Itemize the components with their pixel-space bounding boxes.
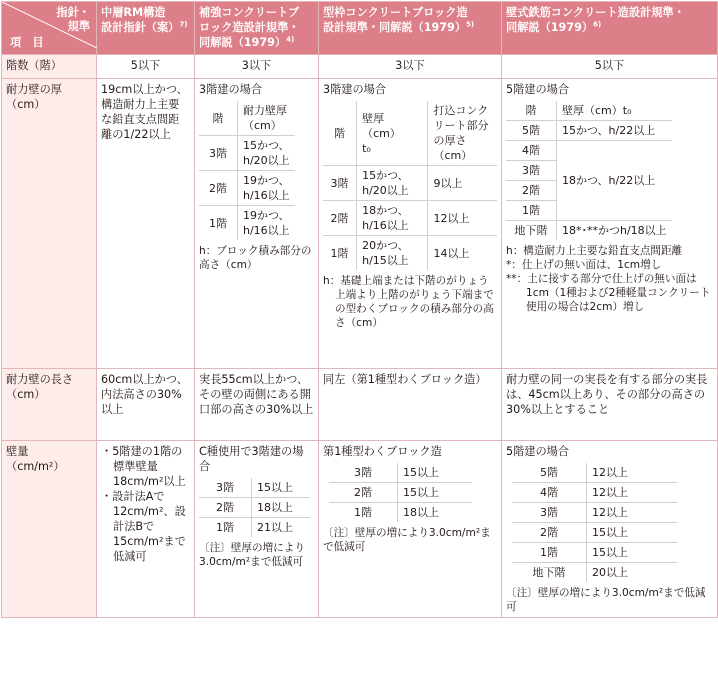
table-row: 2階 15以上 bbox=[512, 523, 677, 543]
thickness-col2-table: 階 耐力壁厚 （cm） 3階 15かつ、 h/20以上 2階 19かつ、 h/16以上 1階 19かつ、 h/16以上 bbox=[199, 101, 295, 240]
wall-col1-item-b: ・設計法Aで12cm/m²、設計法Bで15cm/m²まで低減可 bbox=[101, 490, 186, 563]
thickness-col1: 19cm以上かつ、構造耐力上主要な鉛直支点間距離の1/22以上 bbox=[97, 79, 195, 369]
thickness-col2-title: 3階建の場合 bbox=[199, 83, 263, 96]
table-row: 2階 19かつ、 h/16以上 bbox=[199, 171, 295, 206]
wall-col4-table bbox=[512, 463, 677, 582]
thickness-col4-title: 5階建の場合 bbox=[506, 83, 570, 96]
table-row: 1階 bbox=[506, 201, 672, 221]
wall-col2-title: C種使用で3階建の場合 bbox=[199, 445, 304, 473]
floors-col4: 5以下 bbox=[502, 55, 718, 79]
table-row: 5階 12以上 bbox=[512, 463, 677, 483]
thickness-col2 bbox=[195, 79, 319, 369]
thickness-col3-title: 3階建の場合 bbox=[323, 83, 387, 96]
wall-col2 bbox=[195, 441, 319, 618]
floors-col3: 3以下 bbox=[319, 55, 502, 79]
row-thickness bbox=[2, 79, 718, 369]
table-row: 1階 18以上 bbox=[329, 503, 472, 523]
row-label-thickness: 耐力壁の厚 （cm） bbox=[2, 79, 97, 369]
header-guideline-label: 指針・ 規準 bbox=[56, 6, 90, 33]
length-col1: 60cm以上かつ、内法高さの30%以上 bbox=[97, 369, 195, 441]
wall-col4 bbox=[502, 441, 718, 618]
header-col3: 型枠コンクリートブロック造 設計規準・同解説$(1979)^{5)}$ bbox=[319, 2, 502, 55]
table-row: 1階 15以上 bbox=[512, 543, 677, 563]
wall-col3-table bbox=[329, 463, 472, 522]
table-row: 1階 21以上 bbox=[199, 518, 310, 538]
comparison-table bbox=[1, 1, 718, 618]
table-row: 2階 18かつ、 h/16以上 12以上 bbox=[323, 201, 497, 236]
table-row: 地下階 20以上 bbox=[512, 563, 677, 583]
wall-col1-item-a: ・5階建の1階の標準壁量18cm/m²以上 bbox=[101, 445, 186, 488]
thickness-col4 bbox=[502, 79, 718, 369]
table-row: 2階 15以上 bbox=[329, 483, 472, 503]
header-item-label: 項 目 bbox=[10, 36, 44, 49]
header-row bbox=[2, 2, 718, 55]
table-row: 2階 bbox=[506, 181, 672, 201]
wall-col3-title: 第1種型わくブロック造 bbox=[323, 445, 442, 458]
wall-col2-note: 〔注〕壁厚の増により3.0cm/m²まで低減可 bbox=[199, 542, 305, 568]
floors-col1: 5以下 bbox=[97, 55, 195, 79]
table-row: 3階 12以上 bbox=[512, 503, 677, 523]
floors-col2: 3以下 bbox=[195, 55, 319, 79]
length-col3: 同左（第1種型わくブロック造） bbox=[319, 369, 502, 441]
table-row: 1階 19かつ、 h/16以上 bbox=[199, 206, 295, 241]
wall-col4-note: 〔注〕壁厚の増により3.0cm/m²まで低減可 bbox=[506, 587, 706, 613]
row-wall bbox=[2, 441, 718, 618]
table-row: 3階 15以上 bbox=[199, 478, 310, 498]
table-row: 1階 20かつ、 h/15以上 14以上 bbox=[323, 236, 497, 271]
row-floors bbox=[2, 55, 718, 79]
wall-col1 bbox=[97, 441, 195, 618]
length-col4: 耐力壁の同一の実長を有する部分の実長は、45cm以上あり、その部分の高さの30%以上とすること bbox=[502, 369, 718, 441]
thickness-col4-note3: **：土に接する部分で仕上げの無い面は1cm（1種および2種軽量コンクリート使用の場合は2cm）増し bbox=[506, 273, 711, 313]
thickness-col3-table: 階 壁厚（cm） t₀ 打込コンクリート部分の厚さ（cm） 3階 15かつ、 h/20以上 9以上 2階 18かつ、 h/16以上 12以上 1階 20かつ、 h/15以上 14以上 bbox=[323, 101, 497, 270]
header-corner bbox=[2, 2, 97, 55]
wall-col2-table bbox=[199, 478, 310, 537]
row-label-length: 耐力壁の長さ （cm） bbox=[2, 369, 97, 441]
table-row: 4階 18かつ、h/22以上 bbox=[506, 141, 672, 161]
row-label-floors: 階数（階） bbox=[2, 55, 97, 79]
wall-col3-note: 〔注〕壁厚の増により3.0cm/m²まで低減可 bbox=[323, 527, 491, 553]
table-row: 2階 18以上 bbox=[199, 498, 310, 518]
header-col4: 壁式鉄筋コンクリート造設計規準・ 同解説$(1979)^{6)}$ bbox=[502, 2, 718, 55]
thickness-col4-table: 階 壁厚（cm）t₀ 5階 15かつ、h/22以上 4階 18かつ、h/22以上 3階 2階 1階 地下階 18*･**かつh/18以上 bbox=[506, 101, 672, 240]
header-col1: 中層RM構造 設計指針（案）$^{7)}$ bbox=[97, 2, 195, 55]
row-label-wall: 壁量 （cm/m²） bbox=[2, 441, 97, 618]
wall-col3 bbox=[319, 441, 502, 618]
wall-col4-title: 5階建の場合 bbox=[506, 445, 570, 458]
table-row: 5階 15かつ、h/22以上 bbox=[506, 121, 672, 141]
table-row: 3階 bbox=[506, 161, 672, 181]
thickness-col3-note: h：基礎上端または下階のがりょう上端より上階のがりょう下端までの型わくブロックの積み部分の高さ（cm） bbox=[323, 275, 494, 329]
header-col2: 補強コンクリートブ ロック造設計規準・ 同解説$(1979)^{4)}$ bbox=[195, 2, 319, 55]
table-row: 3階 15かつ、 h/20以上 bbox=[199, 136, 295, 171]
row-length bbox=[2, 369, 718, 441]
thickness-col2-note: h：ブロック積み部分の高さ（cm） bbox=[199, 245, 312, 271]
table-row: 3階 15以上 bbox=[329, 463, 472, 483]
table-row: 地下階 18*･**かつh/18以上 bbox=[506, 221, 672, 241]
table-row: 3階 15かつ、 h/20以上 9以上 bbox=[323, 166, 497, 201]
thickness-col4-note2: *：仕上げの無い面は、1cm増し bbox=[506, 259, 662, 271]
table-row: 4階 12以上 bbox=[512, 483, 677, 503]
thickness-col4-note1: h：構造耐力上主要な鉛直支点間距離 bbox=[506, 245, 683, 257]
length-col2: 実長55cm以上かつ、その壁の両側にある開口部の高さの30%以上 bbox=[195, 369, 319, 441]
thickness-col3 bbox=[319, 79, 502, 369]
